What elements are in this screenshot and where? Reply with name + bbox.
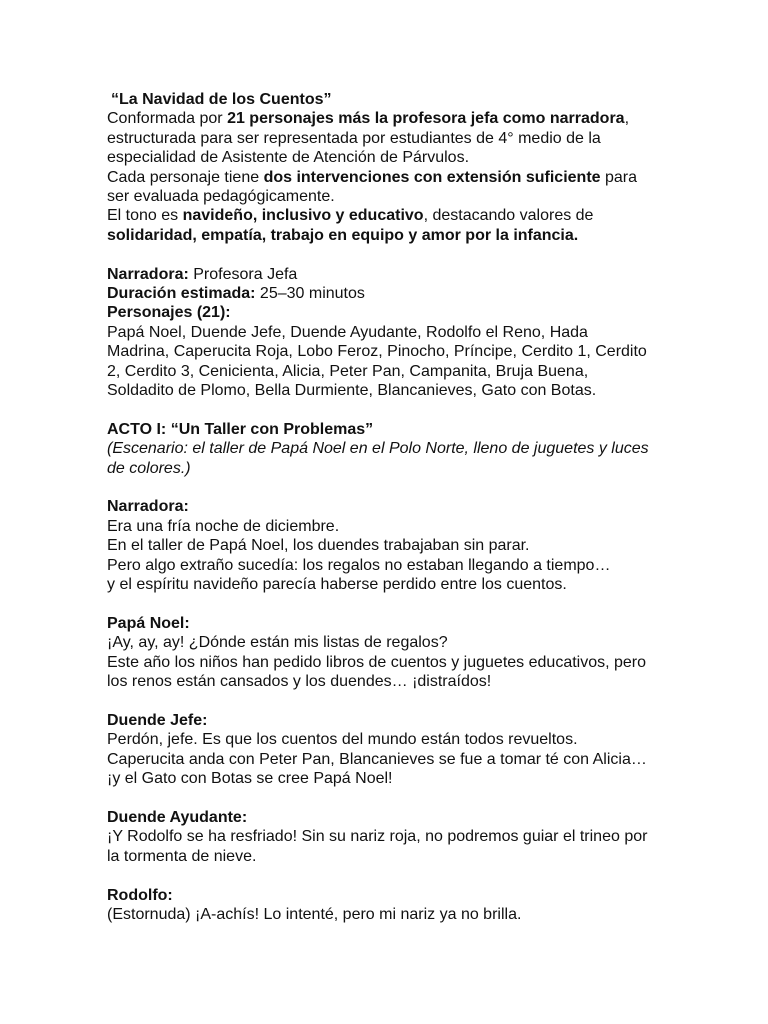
narrator-info: Narradora: Profesora Jefa [107,265,298,283]
dialogue-line: ¡y el Gato con Botas se cree Papá Noel! [107,770,393,788]
dialogue-block-narradora [107,497,667,594]
spacer [107,866,667,885]
speaker-name: Narradora: [107,498,189,516]
dialogue-line: ¡Y Rodolfo se ha resfriado! Sin su nariz roja, no podremos guiar el trineo por [107,828,648,846]
dialogue-line: y el espíritu navideño parecía haberse perdido entre los cuentos. [107,576,567,594]
play-title: “La Navidad de los Cuentos” [111,91,332,108]
dialogue-block-papa-noel [107,614,667,692]
dialogue-block-duende-jefe [107,711,667,789]
dialogue-block-rodolfo [107,886,667,925]
characters-list-line: 2, Cerdito 3, Cenicienta, Alicia, Peter Pan, Campanita, Bruja Buena, [107,362,589,380]
spacer [107,245,667,264]
spacer [107,595,667,614]
dialogue-line: Perdón, jefe. Es que los cuentos del mundo están todos revueltos. [107,731,578,749]
scene-description: (Escenario: el taller de Papá Noel en el Polo Norte, lleno de juguetes y luces [107,440,649,458]
play-metadata [107,265,667,401]
spacer [107,400,667,419]
dialogue-line: Era una fría noche de diciembre. [107,517,340,535]
spacer [107,478,667,497]
speaker-name: Duende Ayudante: [107,808,248,826]
dialogue-line: los renos están cansados y los duendes… ¡distraídos! [107,673,492,691]
duration-info: Duración estimada: 25–30 minutos [107,285,365,303]
dialogue-line: Caperucita anda con Peter Pan, Blancanieves se fue a tomar té con Alicia… [107,750,647,768]
characters-list-line: Soldadito de Plomo, Bella Durmiente, Blancanieves, Gato con Botas. [107,382,597,400]
characters-heading: Personajes (21): [107,304,231,322]
act-one-header [107,420,667,478]
speaker-name: Duende Jefe: [107,711,208,729]
intro-paragraph: Conformada por 21 personajes más la profesora jefa como narradora, estructurada para ser representada por estudiantes de 4° medio de la especialidad de Asistente de Atención de Párvulos. Cada personaje tiene dos intervenciones con extensión suficiente para ser evaluada pedagógicamente. El tono es navideño, inclusivo y educativo, destacando valores de solidaridad, empatía, trabajo en equipo y amor por la infancia. [107,110,638,244]
dialogue-line: la tormenta de nieve. [107,847,257,865]
dialogue-block-duende-ayudante [107,808,667,866]
spacer [107,789,667,808]
dialogue-line: ¡Ay, ay, ay! ¿Dónde están mis listas de regalos? [107,634,448,652]
dialogue-line: Pero algo extraño sucedía: los regalos no estaban llegando a tiempo… [107,556,611,574]
spacer [107,692,667,711]
dialogue-line: (Estornuda) ¡A-achís! Lo intenté, pero mi nariz ya no brilla. [107,905,522,923]
characters-list-line: Papá Noel, Duende Jefe, Duende Ayudante, Rodolfo el Reno, Hada [107,323,588,341]
document-page [107,90,667,924]
characters-list-line: Madrina, Caperucita Roja, Lobo Feroz, Pinocho, Príncipe, Cerdito 1, Cerdito [107,343,647,361]
dialogue-line: Este año los niños han pedido libros de cuentos y juguetes educativos, pero [107,653,647,671]
speaker-name: Papá Noel: [107,614,190,632]
speaker-name: Rodolfo: [107,886,173,904]
scene-description: de colores.) [107,459,191,477]
act-heading: ACTO I: “Un Taller con Problemas” [107,420,374,438]
dialogue-line: En el taller de Papá Noel, los duendes trabajaban sin parar. [107,537,530,555]
